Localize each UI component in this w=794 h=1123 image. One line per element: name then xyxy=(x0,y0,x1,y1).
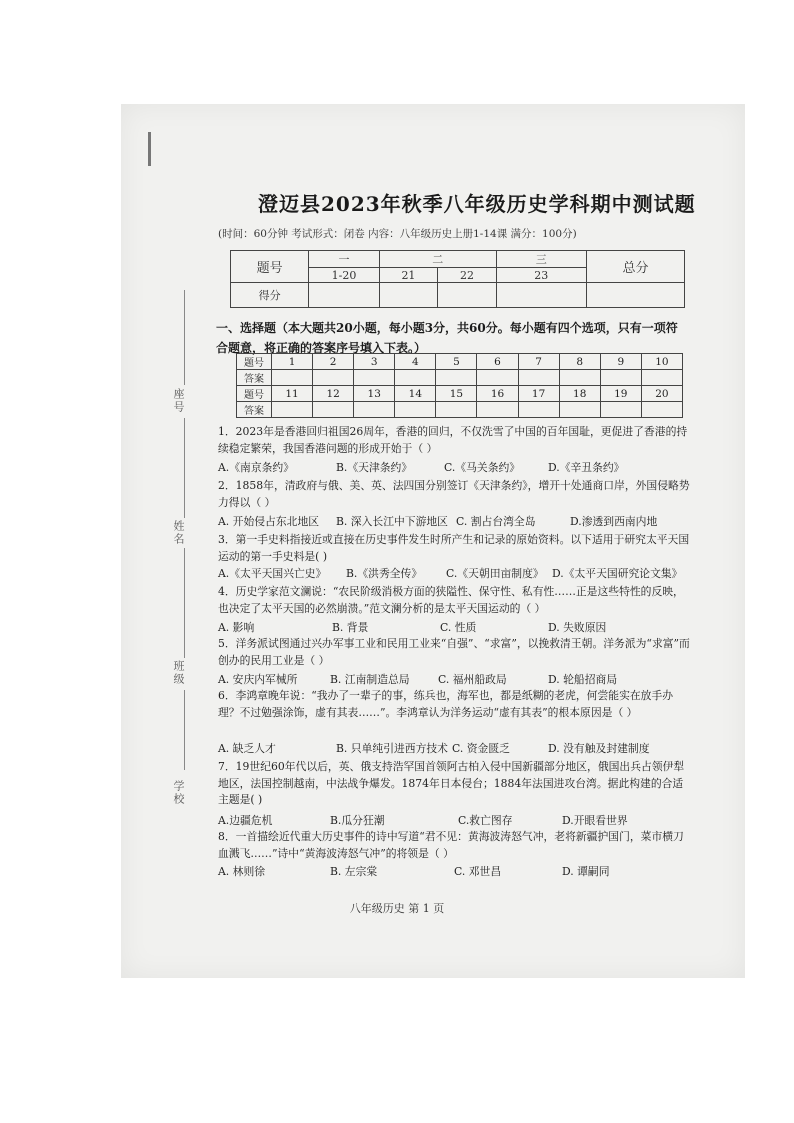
answer-number: 2 xyxy=(313,354,354,370)
section-heading: 一、选择题（本大题共20小题，每小题3分，共60分。每小题有四个选项，只有一项符合题意，将正确的答案序号填入下表。） xyxy=(216,321,678,355)
option-item[interactable]: B. 背景 xyxy=(332,621,369,634)
option-item[interactable]: C.救亡图存 xyxy=(458,814,513,827)
answer-table xyxy=(236,353,683,418)
answer-number: 17 xyxy=(518,386,559,402)
exam-title: 澄迈县2023年秋季八年级历史学科期中测试题 xyxy=(258,192,696,216)
option-item[interactable]: B.《洪秀全传》 xyxy=(346,567,423,580)
answer-cell[interactable] xyxy=(477,370,518,386)
answer-num-label: 题号 xyxy=(237,354,272,370)
answer-number: 7 xyxy=(518,354,559,370)
answer-number: 13 xyxy=(354,386,395,402)
question-text: 4．历史学家范文澜说：“农民阶级消极方面的狭隘性、保守性、私有性……正是这些特性的反映，也决定了太平天国的必然崩溃。”范文澜分析的是太平天国运动的（ ） xyxy=(218,585,684,615)
score-sub-1: 1-20 xyxy=(309,268,379,283)
scan-mark xyxy=(148,132,151,166)
option-item[interactable]: C.《天朝田亩制度》 xyxy=(446,567,544,580)
option-item[interactable]: A. 开始侵占东北地区 xyxy=(218,515,320,528)
option-item[interactable]: B.《天津条约》 xyxy=(336,461,413,474)
score-header-part3: 三 xyxy=(496,251,586,268)
score-sub-23: 23 xyxy=(496,268,586,283)
answer-number: 3 xyxy=(354,354,395,370)
question-text: 6．李鸿章晚年说：“我办了一辈子的事，练兵也，海军也，都是纸糊的老虎，何尝能实在放手办理？不过勉强涂饰，虚有其表……”。李鸿章认为洋务运动“虚有其表”的根本原因是（ ） xyxy=(218,689,674,719)
option-item[interactable]: D.《太平天国研究论文集》 xyxy=(552,567,683,580)
question-text: 5．洋务派试图通过兴办军事工业和民用工业来“自强”、“求富”，以挽救清王朝。洋务派为“求富”而创办的民用工业是（ ） xyxy=(218,637,690,667)
option-item[interactable]: C.《马关条约》 xyxy=(444,461,521,474)
answer-number: 18 xyxy=(559,386,600,402)
option-item[interactable]: D.开眼看世界 xyxy=(562,814,628,827)
option-item[interactable]: A. 林则徐 xyxy=(218,865,266,878)
score-header-part2: 二 xyxy=(379,251,496,268)
answer-cell[interactable] xyxy=(600,402,641,418)
answer-cell[interactable] xyxy=(354,402,395,418)
option-item[interactable]: B. 深入长江中下游地区 xyxy=(336,515,448,528)
option-item[interactable]: A.边疆危机 xyxy=(218,814,273,827)
score-header-total: 总分 xyxy=(586,251,684,283)
answer-number: 19 xyxy=(600,386,641,402)
answer-number: 12 xyxy=(313,386,354,402)
answer-cell[interactable] xyxy=(272,370,313,386)
answer-num-label: 题号 xyxy=(237,386,272,402)
question-text: 2．1858年，清政府与俄、美、英、法四国分别签订《天津条约》，增开十处通商口岸，外国侵略势力得以（ ） xyxy=(218,479,690,509)
answer-number: 10 xyxy=(641,354,682,370)
school-label: 学校 xyxy=(172,780,185,806)
option-item[interactable]: C. 福州船政局 xyxy=(438,673,507,686)
answer-number: 1 xyxy=(272,354,313,370)
answer-cell[interactable] xyxy=(395,402,436,418)
answer-cell[interactable] xyxy=(313,370,354,386)
answer-number: 6 xyxy=(477,354,518,370)
option-item[interactable]: C. 性质 xyxy=(440,621,477,634)
option-item[interactable]: A.《太平天国兴亡史》 xyxy=(218,567,327,580)
score-header-part1: 一 xyxy=(309,251,379,268)
option-item[interactable]: D. 失败原因 xyxy=(548,621,607,634)
answer-cell[interactable] xyxy=(354,370,395,386)
answer-cell[interactable] xyxy=(518,370,559,386)
option-item[interactable]: D.渗透到西南内地 xyxy=(570,515,658,528)
option-item[interactable]: A. 安庆内军械所 xyxy=(218,673,298,686)
answer-number: 20 xyxy=(641,386,682,402)
answer-number: 14 xyxy=(395,386,436,402)
score-cell[interactable] xyxy=(379,283,438,308)
question-text: 8．一首描绘近代重大历史事件的诗中写道“君不见：黄海波涛怒气冲，老将新疆护国门，菜市横刀血溅飞……”诗中“黄海波涛怒气冲”的将领是（ ） xyxy=(218,830,684,860)
option-item[interactable]: C. 邓世昌 xyxy=(454,865,502,878)
answer-cell[interactable] xyxy=(641,402,682,418)
score-cell[interactable] xyxy=(586,283,684,308)
answer-cell[interactable] xyxy=(559,370,600,386)
answer-cell[interactable] xyxy=(272,402,313,418)
school-line xyxy=(184,690,185,770)
exam-subtitle: (时间：60分钟 考试形式：闭卷 内容：八年级历史上册1-14课 满分：100分) xyxy=(218,228,577,240)
option-item[interactable]: B. 江南制造总局 xyxy=(330,673,410,686)
answer-number: 4 xyxy=(395,354,436,370)
score-sub-22: 22 xyxy=(438,268,497,283)
score-cell[interactable] xyxy=(496,283,586,308)
answer-number: 11 xyxy=(272,386,313,402)
score-cell[interactable] xyxy=(309,283,379,308)
page-footer: 八年级历史 第 1 页 xyxy=(349,902,445,915)
seat-line xyxy=(184,290,185,385)
option-item[interactable]: D. 轮船招商局 xyxy=(548,673,618,686)
class-line xyxy=(184,548,185,658)
question-text: 7．19世纪60年代以后，英、俄支持浩罕国首领阿古柏入侵中国新疆部分地区，俄国出兵占领伊犁地区，法国控制越南，中法战争爆发。1874年日本侵台；1884年法国进攻台湾。据此构建的合适主题是( ) xyxy=(218,760,685,806)
option-item[interactable]: D. 没有触及封建制度 xyxy=(548,742,650,755)
class-label: 班级 xyxy=(172,660,185,686)
option-item[interactable]: B.瓜分狂潮 xyxy=(330,814,385,827)
option-item[interactable]: C. 割占台湾全岛 xyxy=(456,515,536,528)
question-text: 3．第一手史料指接近或直接在历史事件发生时所产生和记录的原始资料。以下适用于研究太平天国运动的第一手史料是( ) xyxy=(218,533,690,563)
answer-number: 16 xyxy=(477,386,518,402)
answer-number: 9 xyxy=(600,354,641,370)
name-line xyxy=(184,418,185,518)
option-item[interactable]: C. 资金匮乏 xyxy=(452,742,510,755)
answer-ans-label: 答案 xyxy=(237,402,272,418)
option-item[interactable]: D.《辛丑条约》 xyxy=(548,461,625,474)
answer-number: 5 xyxy=(436,354,477,370)
option-item[interactable]: B. 只单纯引进西方技术 xyxy=(336,742,448,755)
answer-cell[interactable] xyxy=(395,370,436,386)
option-item[interactable]: B. 左宗棠 xyxy=(330,865,378,878)
answer-cell[interactable] xyxy=(641,370,682,386)
answer-cell[interactable] xyxy=(559,402,600,418)
answer-cell[interactable] xyxy=(477,402,518,418)
answer-number: 15 xyxy=(436,386,477,402)
answer-ans-label: 答案 xyxy=(237,370,272,386)
seat-label: 座号 xyxy=(172,388,185,414)
score-table xyxy=(230,250,685,308)
option-item[interactable]: D. 谭嗣同 xyxy=(562,865,610,878)
answer-cell[interactable] xyxy=(600,370,641,386)
question-text: 1．2023年是香港回归祖国26周年，香港的回归，不仅洗雪了中国的百年国耻，更促进了香港的持续稳定繁荣，我国香港问题的形成开始于（ ） xyxy=(218,425,688,455)
option-item[interactable]: A. 缺乏人才 xyxy=(218,742,276,755)
name-label: 姓名 xyxy=(172,520,185,546)
score-header-label: 题号 xyxy=(231,251,309,283)
score-row-label: 得分 xyxy=(231,283,309,308)
score-cell[interactable] xyxy=(438,283,497,308)
answer-cell[interactable] xyxy=(436,402,477,418)
answer-cell[interactable] xyxy=(436,370,477,386)
score-sub-21: 21 xyxy=(379,268,438,283)
answer-number: 8 xyxy=(559,354,600,370)
answer-cell[interactable] xyxy=(313,402,354,418)
answer-cell[interactable] xyxy=(518,402,559,418)
option-item[interactable]: A. 影响 xyxy=(218,621,255,634)
option-item[interactable]: A.《南京条约》 xyxy=(218,461,295,474)
